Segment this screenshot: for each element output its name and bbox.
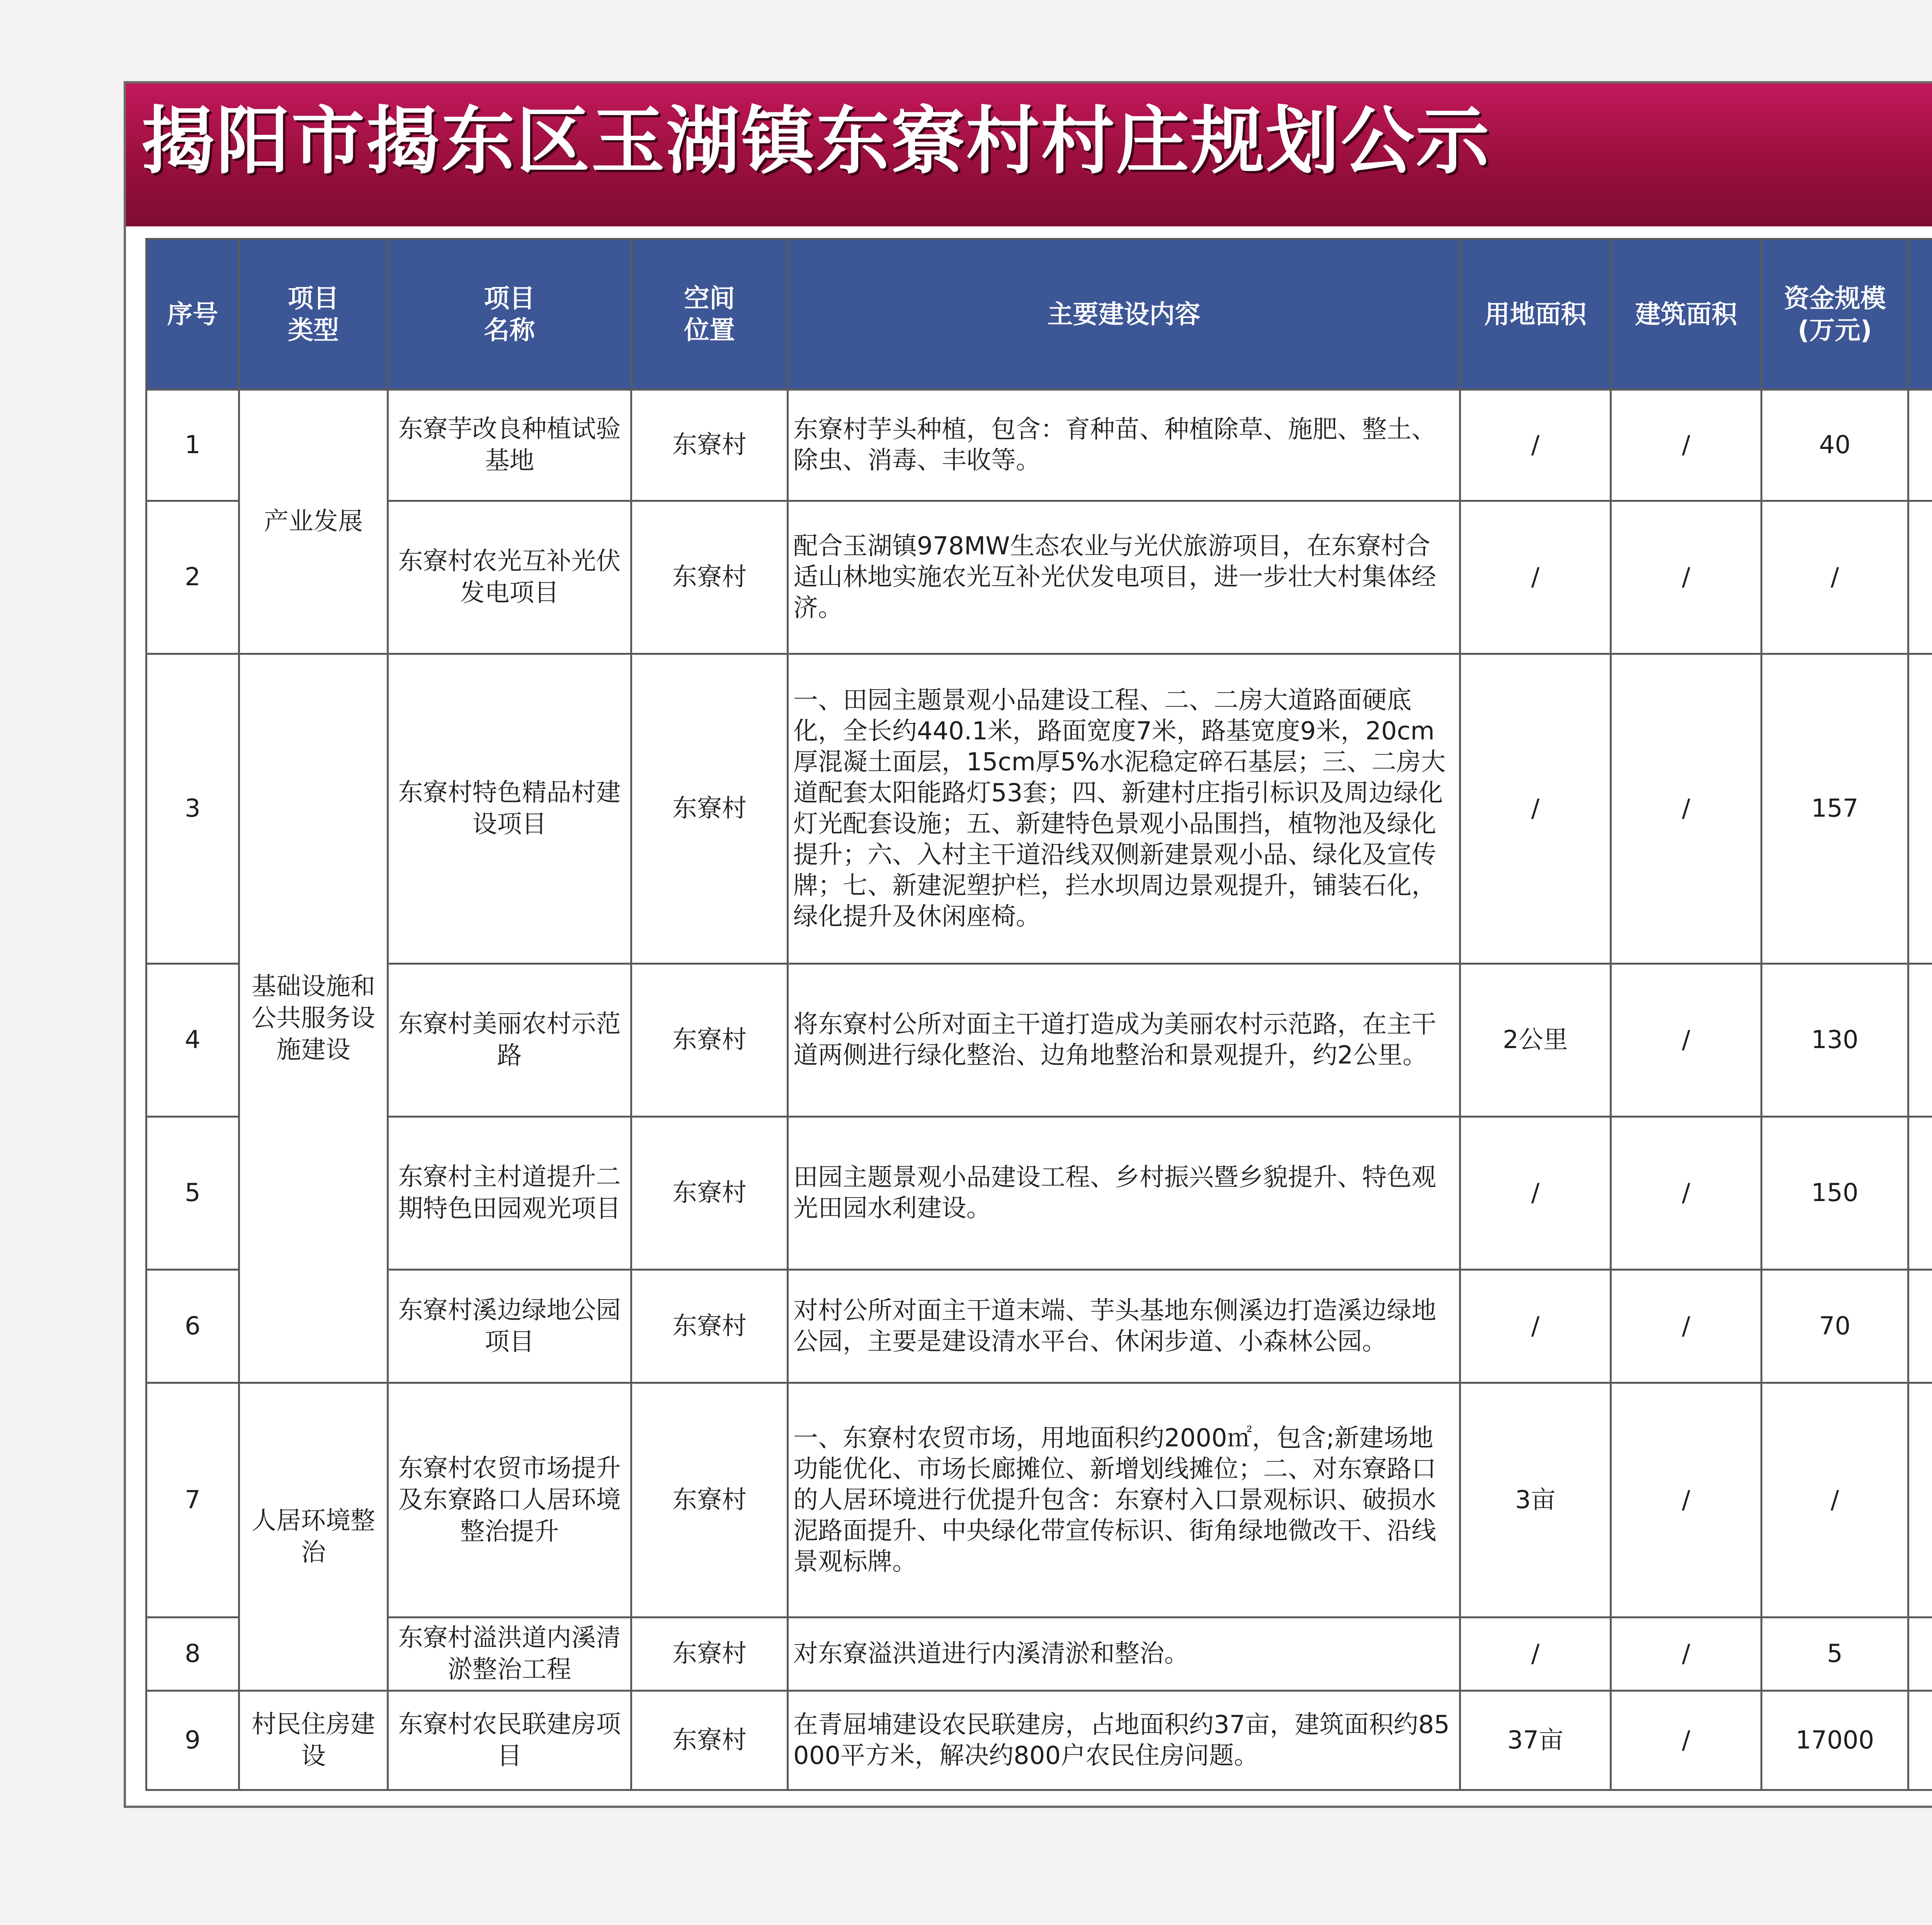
header-financing <box>1908 239 1932 390</box>
table-row <box>146 1383 1932 1617</box>
land-area: / <box>1460 390 1611 501</box>
row-number: 1 <box>146 390 239 501</box>
project-name: 东寮村溢洪道内溪清淤整治工程 <box>388 1617 631 1691</box>
building-area: / <box>1611 390 1762 501</box>
row-number: 8 <box>146 1617 239 1691</box>
project-content: 对村公所对面主干道末端、芋头基地东侧溪边打造溪边绿地公园，主要是建设清水平台、休闲步道、小森林公园。 <box>788 1269 1460 1383</box>
table-row <box>146 1691 1932 1790</box>
financing-method <box>1908 1383 1932 1617</box>
header-type: 项目 类型 <box>239 239 388 390</box>
land-area: / <box>1460 1269 1611 1383</box>
table-row <box>146 1617 1932 1691</box>
building-area: / <box>1611 1617 1762 1691</box>
row-number: 5 <box>146 1116 239 1269</box>
table-row <box>146 1116 1932 1269</box>
funds-amount: / <box>1762 1383 1908 1617</box>
funds-amount: 5 <box>1762 1617 1908 1691</box>
header-location: 空间 位置 <box>631 239 788 390</box>
funds-amount: 130 <box>1762 963 1908 1116</box>
project-location: 东寮村 <box>631 390 788 501</box>
project-name: 东寮村溪边绿地公园项目 <box>388 1269 631 1383</box>
project-content: 东寮村芋头种植，包含：育种苗、种植除草、施肥、整土、除虫、消毒、丰收等。 <box>788 390 1460 501</box>
financing-method <box>1908 390 1932 501</box>
page-title: 揭阳市揭东区玉湖镇东寮村村庄规划公示 <box>141 99 1491 184</box>
row-number: 7 <box>146 1383 239 1617</box>
project-location: 东寮村 <box>631 1269 788 1383</box>
project-name: 东寮村特色精品村建设项目 <box>388 654 631 963</box>
land-area: / <box>1460 501 1611 654</box>
project-content: 在青屈埔建设农民联建房，占地面积约37亩，建筑面积约85000平方米，解决约800户农民住房问题。 <box>788 1691 1460 1790</box>
project-table <box>145 238 1932 1791</box>
header-building-area: 建筑面积 <box>1611 239 1762 390</box>
land-area: / <box>1460 654 1611 963</box>
header-name: 项目 名称 <box>388 239 631 390</box>
project-content: 将东寮村公所对面主干道打造成为美丽农村示范路，在主干道两侧进行绿化整治、边角地整治和景观提升，约2公里。 <box>788 963 1460 1116</box>
project-name: 东寮村农光互补光伏发电项目 <box>388 501 631 654</box>
project-location: 东寮村 <box>631 1116 788 1269</box>
building-area: / <box>1611 1383 1762 1617</box>
project-name: 东寮村农贸市场提升及东寮路口人居环境整治提升 <box>388 1383 631 1617</box>
header-land-area: 用地面积 <box>1460 239 1611 390</box>
land-area: 3亩 <box>1460 1383 1611 1617</box>
header-funds: 资金规模 (万元) <box>1762 239 1908 390</box>
financing-method <box>1908 1617 1932 1691</box>
row-number: 3 <box>146 654 239 963</box>
funds-amount: 70 <box>1762 1269 1908 1383</box>
project-content: 一、田园主题景观小品建设工程、二、二房大道路面硬底化，全长约440.1米，路面宽度7米，路基宽度9米，20cm厚混凝土面层，15cm厚5%水泥稳定碎石基层；三、二房大道配套太阳能路灯53套；四、新建村庄指引标识及周边绿化灯光配套设施；五、新建特色景观小品围挡，植物池及绿化提升；六、入村主干道沿线双侧新建景观小品、绿化及宣传牌；七、新建泥塑护栏，拦水坝周边景观提升，铺装石化，绿化提升及休闲座椅。 <box>788 654 1460 963</box>
header-no: 序号 <box>146 239 239 390</box>
project-content: 配合玉湖镇978MW生态农业与光伏旅游项目，在东寮村合适山林地实施农光互补光伏发电项目，进一步壮大村集体经济。 <box>788 501 1460 654</box>
table-row <box>146 963 1932 1116</box>
building-area: / <box>1611 1691 1762 1790</box>
financing-method <box>1908 1116 1932 1269</box>
project-name: 东寮村农民联建房项目 <box>388 1691 631 1790</box>
table-header-row <box>146 239 1932 390</box>
table-row <box>146 654 1932 963</box>
project-content: 田园主题景观小品建设工程、乡村振兴暨乡貌提升、特色观光田园水利建设。 <box>788 1116 1460 1269</box>
project-location: 东寮村 <box>631 1617 788 1691</box>
project-type: 基础设施和公共服务设施建设 <box>239 654 388 1383</box>
title-banner <box>126 83 1932 226</box>
project-type: 人居环境整治 <box>239 1383 388 1691</box>
row-number: 9 <box>146 1691 239 1790</box>
project-name: 东寮芋改良种植试验基地 <box>388 390 631 501</box>
funds-amount: 40 <box>1762 390 1908 501</box>
table-row <box>146 501 1932 654</box>
funds-amount: / <box>1762 501 1908 654</box>
table-row <box>146 390 1932 501</box>
project-location: 东寮村 <box>631 501 788 654</box>
project-name: 东寮村主村道提升二期特色田园观光项目 <box>388 1116 631 1269</box>
financing-method <box>1908 963 1932 1116</box>
row-number: 4 <box>146 963 239 1116</box>
project-location: 东寮村 <box>631 1691 788 1790</box>
financing-method <box>1908 654 1932 963</box>
header-content: 主要建设内容 <box>788 239 1460 390</box>
funds-amount: 150 <box>1762 1116 1908 1269</box>
building-area: / <box>1611 1116 1762 1269</box>
project-name: 东寮村美丽农村示范路 <box>388 963 631 1116</box>
table-row <box>146 1269 1932 1383</box>
project-type: 村民住房建设 <box>239 1691 388 1790</box>
row-number: 2 <box>146 501 239 654</box>
project-content: 一、东寮村农贸市场，用地面积约2000㎡，包含;新建场地功能优化、市场长廊摊位、新增划线摊位；二、对东寮路口的人居环境进行优提升包含：东寮村入口景观标识、破损水泥路面提升、中央绿化带宣传标识、街角绿地微改干、沿线景观标牌。 <box>788 1383 1460 1617</box>
financing-method <box>1908 501 1932 654</box>
funds-amount: 17000 <box>1762 1691 1908 1790</box>
building-area: / <box>1611 501 1762 654</box>
project-type: 产业发展 <box>239 390 388 654</box>
financing-method <box>1908 1691 1932 1790</box>
project-location: 东寮村 <box>631 963 788 1116</box>
financing-method <box>1908 1269 1932 1383</box>
funds-amount: 157 <box>1762 654 1908 963</box>
project-location: 东寮村 <box>631 654 788 963</box>
row-number: 6 <box>146 1269 239 1383</box>
land-area: / <box>1460 1116 1611 1269</box>
land-area: 2公里 <box>1460 963 1611 1116</box>
land-area: 37亩 <box>1460 1691 1611 1790</box>
notice-sheet <box>124 81 1932 1808</box>
land-area: / <box>1460 1617 1611 1691</box>
project-location: 东寮村 <box>631 1383 788 1617</box>
project-content: 对东寮溢洪道进行内溪清淤和整治。 <box>788 1617 1460 1691</box>
building-area: / <box>1611 1269 1762 1383</box>
building-area: / <box>1611 963 1762 1116</box>
table-body <box>146 390 1932 1790</box>
building-area: / <box>1611 654 1762 963</box>
